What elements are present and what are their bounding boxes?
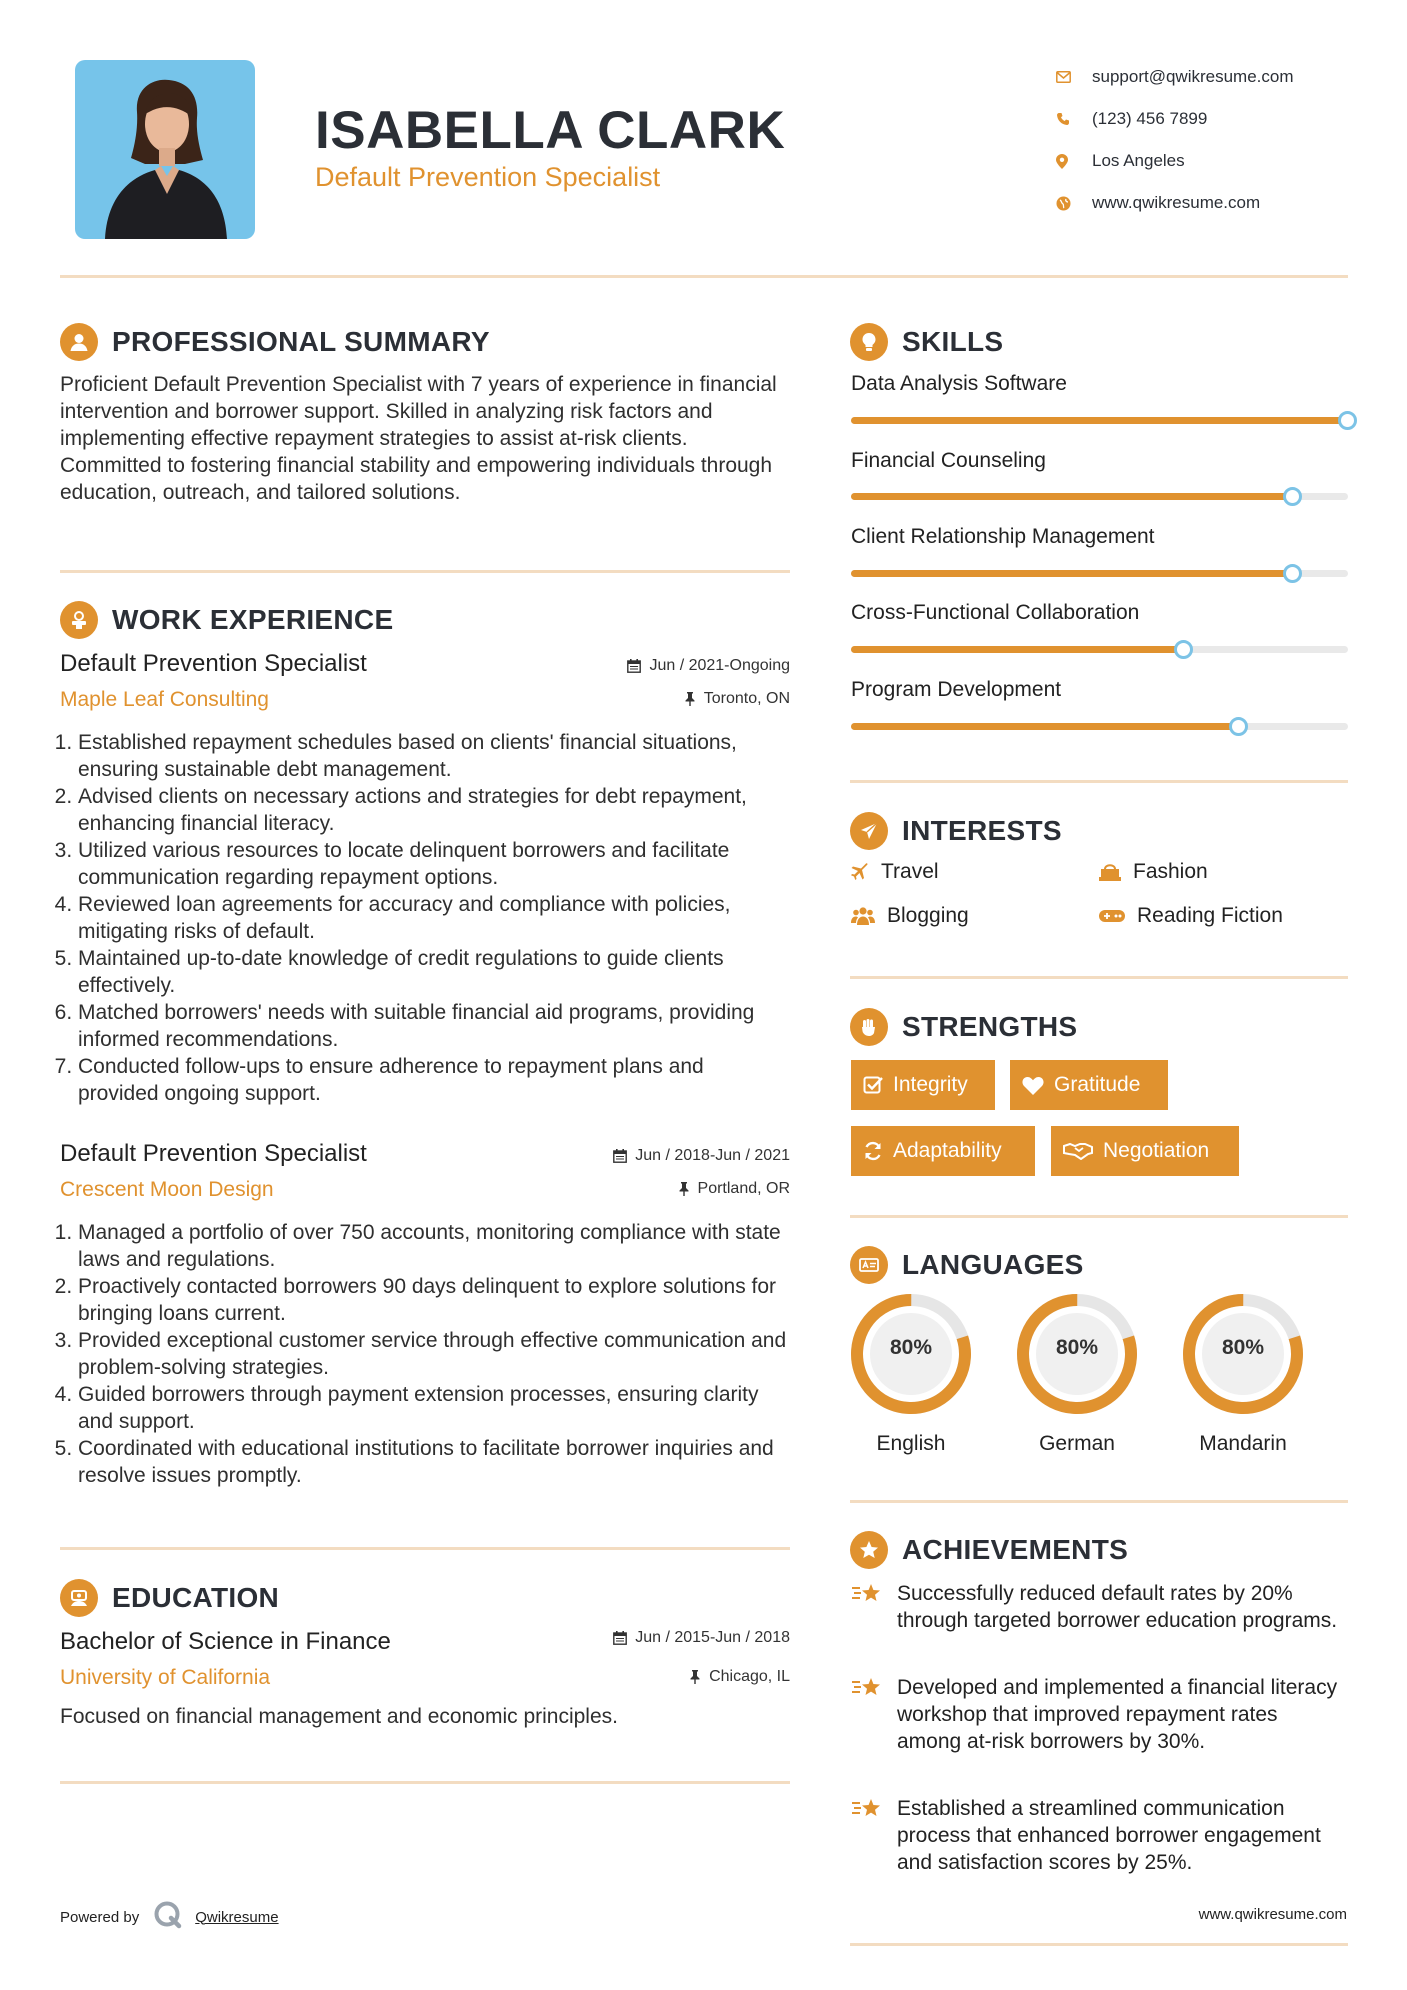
job-2-location-text: Portland, OR — [697, 1180, 790, 1197]
candidate-name: ISABELLA CLARK — [315, 101, 786, 160]
interest-label: Travel — [881, 860, 939, 883]
skill-bar-fill — [851, 570, 1293, 577]
skill-bar — [851, 493, 1348, 500]
interest-reading-fiction — [1099, 904, 1283, 928]
contact-phone[interactable] — [1052, 98, 1372, 140]
graduation-icon — [60, 1579, 98, 1617]
raised-fist-icon — [850, 1008, 888, 1046]
work-heading — [60, 601, 393, 639]
skill-bar — [851, 646, 1348, 653]
education-degree: Bachelor of Science in Finance — [60, 1628, 391, 1655]
skill-name: Program Development — [851, 678, 1062, 701]
strength-label: Integrity — [893, 1073, 968, 1096]
skills-divider — [850, 780, 1348, 783]
education-dates-text: Jun / 2015-Jun / 2018 — [635, 1629, 790, 1646]
language-percent: 80% — [889, 1336, 933, 1359]
qwikresume-link[interactable]: Qwikresume — [195, 1908, 279, 1926]
job-1-company: Maple Leaf Consulting — [60, 688, 269, 711]
qwikresume-logo-icon — [153, 1900, 183, 1934]
job-2-company: Crescent Moon Design — [60, 1178, 274, 1201]
envelope-icon — [1052, 71, 1092, 83]
interests-divider — [850, 976, 1348, 979]
interest-travel — [851, 860, 939, 884]
work-title: WORK EXPERIENCE — [112, 604, 394, 635]
interests-title: INTERESTS — [902, 815, 1062, 846]
plane-icon — [851, 863, 869, 881]
strength-label: Gratitude — [1054, 1073, 1141, 1096]
paper-plane-icon — [850, 812, 888, 850]
job-1-location — [520, 690, 790, 708]
person-illustration — [75, 60, 255, 239]
achievement-text: Established a streamlined communication process that enhanced borrower engagement and satisfaction scores by 25%. — [897, 1797, 1321, 1874]
contact-location — [1052, 140, 1372, 182]
powered-by-text: Powered by — [60, 1908, 140, 1926]
list-item: 5. Maintained up-to-date knowledge of credit regulations to guide clients effectively. — [78, 945, 790, 999]
strengths-title: STRENGTHS — [902, 1011, 1078, 1042]
languages-title: LANGUAGES — [902, 1249, 1084, 1280]
education-title: EDUCATION — [112, 1582, 280, 1613]
job-2-title: Default Prevention Specialist — [60, 1140, 367, 1167]
skill-bar-knob[interactable] — [1338, 411, 1357, 430]
globe-icon — [1052, 196, 1092, 211]
list-item: 3. Utilized various resources to locate delinquent borrowers and facilitate communication regarding repayment options. — [78, 837, 790, 891]
interest-label: Fashion — [1133, 860, 1208, 883]
skills-heading — [850, 323, 1003, 361]
list-item: 6. Matched borrowers' needs with suitable financial aid programs, providing informed recommendations. — [78, 999, 790, 1053]
interest-blogging — [851, 904, 969, 928]
phone-icon — [1052, 112, 1092, 126]
language-percent: 80% — [1221, 1336, 1265, 1359]
shopping-bag-icon — [1099, 862, 1121, 882]
skill-bar-fill — [851, 493, 1293, 500]
strength-label: Adaptability — [893, 1139, 1002, 1162]
skill-bar-fill — [851, 723, 1239, 730]
calendar-icon — [627, 659, 641, 673]
skill-bar-knob[interactable] — [1283, 564, 1302, 583]
strength-chip-integrity — [851, 1060, 995, 1110]
summary-divider — [60, 570, 790, 573]
language-percent: 80% — [1055, 1336, 1099, 1359]
calendar-icon — [613, 1631, 627, 1645]
skill-bar — [851, 417, 1348, 424]
list-item: 2. Proactively contacted borrowers 90 days delinquent to explore solutions for bringing loans current. — [78, 1273, 790, 1327]
skill-bar-fill — [851, 417, 1348, 424]
language-name: Mandarin — [1199, 1432, 1287, 1455]
job-1-location-text: Toronto, ON — [703, 690, 790, 707]
heart-icon — [1022, 1076, 1044, 1095]
language-mandarin — [1181, 1292, 1305, 1456]
interest-label: Blogging — [887, 904, 969, 927]
pushpin-icon — [684, 692, 696, 706]
achievement-item — [851, 1674, 1341, 1755]
achievements-title: ACHIEVEMENTS — [902, 1534, 1129, 1565]
interest-fashion — [1099, 860, 1208, 884]
user-icon — [60, 323, 98, 361]
languages-heading — [850, 1246, 1084, 1284]
phone-text: (123) 456 7899 — [1092, 109, 1208, 128]
job-2-dates — [520, 1147, 790, 1165]
education-location — [520, 1668, 790, 1686]
achievement-item — [851, 1795, 1341, 1876]
education-location-text: Chicago, IL — [709, 1668, 790, 1685]
candidate-role: Default Prevention Specialist — [315, 162, 661, 192]
strength-label: Negotiation — [1103, 1139, 1210, 1162]
job-1-dates-text: Jun / 2021-Ongoing — [649, 657, 790, 674]
gamepad-icon — [1099, 908, 1125, 924]
strengths-divider — [850, 1215, 1348, 1218]
interest-label: Reading Fiction — [1137, 904, 1283, 927]
language-german — [1015, 1292, 1139, 1456]
language-english — [849, 1292, 973, 1456]
strength-chip-gratitude — [1010, 1060, 1168, 1110]
job-2-location — [520, 1180, 790, 1198]
achievements-heading — [850, 1531, 1128, 1569]
education-school: University of California — [60, 1666, 271, 1689]
interests-heading — [850, 812, 1062, 850]
star-badge-icon — [850, 1531, 888, 1569]
website-text: www.qwikresume.com — [1092, 193, 1261, 212]
skill-bar-knob[interactable] — [1229, 717, 1248, 736]
contact-website[interactable] — [1052, 182, 1372, 224]
refresh-icon — [863, 1141, 883, 1161]
list-item: 5. Coordinated with educational institutions to facilitate borrower inquiries and resolve issues promptly. — [78, 1435, 790, 1489]
skill-name: Data Analysis Software — [851, 372, 1067, 395]
shooting-star-icon — [851, 1674, 897, 1755]
location-text: Los Angeles — [1092, 151, 1185, 170]
language-name: German — [1039, 1432, 1115, 1455]
language-name: English — [876, 1432, 946, 1455]
list-item: 1. Managed a portfolio of over 750 accounts, monitoring compliance with state laws and regulations. — [78, 1219, 790, 1273]
skill-name: Client Relationship Management — [851, 525, 1155, 548]
achievements-divider — [850, 1943, 1348, 1946]
skill-bar-knob[interactable] — [1283, 487, 1302, 506]
list-item: 3. Provided exceptional customer service through effective communication and problem-solving strategies. — [78, 1327, 790, 1381]
shooting-star-icon — [851, 1580, 897, 1634]
profile-photo — [75, 60, 255, 239]
skill-bar-knob[interactable] — [1174, 640, 1193, 659]
header-divider — [60, 275, 1348, 278]
job-2-dates-text: Jun / 2018-Jun / 2021 — [635, 1147, 790, 1164]
lightbulb-icon — [850, 323, 888, 361]
skill-name: Cross-Functional Collaboration — [851, 601, 1140, 624]
list-item: 4. Reviewed loan agreements for accuracy and compliance with policies, mitigating risks of default. — [78, 891, 790, 945]
list-item: 1. Established repayment schedules based on clients' financial situations, ensuring sustainable debt management. — [78, 729, 790, 783]
powered-by — [60, 1900, 279, 1934]
job-2-bullets — [60, 1219, 790, 1489]
education-description: Focused on financial management and economic principles. — [60, 1705, 618, 1728]
summary-title: PROFESSIONAL SUMMARY — [112, 326, 490, 357]
list-item: 4. Guided borrowers through payment extension processes, ensuring clarity and support. — [78, 1381, 790, 1435]
contact-email[interactable] — [1052, 56, 1372, 98]
briefcase-icon — [60, 601, 98, 639]
users-icon — [851, 906, 875, 926]
work-divider — [60, 1547, 790, 1550]
pushpin-icon — [689, 1670, 701, 1684]
check-square-icon — [863, 1075, 883, 1095]
job-1-title: Default Prevention Specialist — [60, 650, 367, 677]
languages-divider — [850, 1500, 1348, 1503]
calendar-icon — [613, 1149, 627, 1163]
skill-bar-fill — [851, 646, 1184, 653]
skill-name: Financial Counseling — [851, 449, 1046, 472]
email-text: support@qwikresume.com — [1092, 67, 1294, 86]
list-item: 7. Conducted follow-ups to ensure adherence to repayment plans and provided ongoing support. — [78, 1053, 790, 1107]
language-icon — [850, 1246, 888, 1284]
skills-title: SKILLS — [902, 326, 1004, 357]
footer-website[interactable]: www.qwikresume.com — [1198, 1906, 1347, 1923]
map-pin-icon — [1052, 154, 1092, 169]
skill-bar — [851, 723, 1348, 730]
education-heading — [60, 1579, 279, 1617]
summary-heading — [60, 323, 490, 361]
handshake-icon — [1063, 1142, 1093, 1160]
achievement-text: Developed and implemented a financial literacy workshop that improved repayment rates among at-risk borrowers by 30%. — [897, 1676, 1338, 1753]
job-1-dates — [520, 657, 790, 675]
achievement-item — [851, 1580, 1341, 1634]
achievement-text: Successfully reduced default rates by 20% through targeted borrower education programs. — [897, 1582, 1338, 1632]
job-1-bullets — [60, 729, 790, 1107]
pushpin-icon — [678, 1182, 690, 1196]
contact-block — [1052, 56, 1372, 224]
education-divider — [60, 1781, 790, 1784]
list-item: 2. Advised clients on necessary actions and strategies for debt repayment, enhancing financial literacy. — [78, 783, 790, 837]
strengths-heading — [850, 1008, 1077, 1046]
summary-text: Proficient Default Prevention Specialist with 7 years of experience in financial intervention and borrower support. Skilled in analyzing risk factors and implementing effective repayment strategies to assist at-risk clients. Committed to fostering financial stability and empowering individuals through education, outreach, and tailored solutions. — [60, 373, 777, 504]
strength-chip-adaptability — [851, 1126, 1035, 1176]
education-dates — [520, 1629, 790, 1647]
shooting-star-icon — [851, 1795, 897, 1876]
skill-bar — [851, 570, 1348, 577]
strength-chip-negotiation — [1051, 1126, 1239, 1176]
